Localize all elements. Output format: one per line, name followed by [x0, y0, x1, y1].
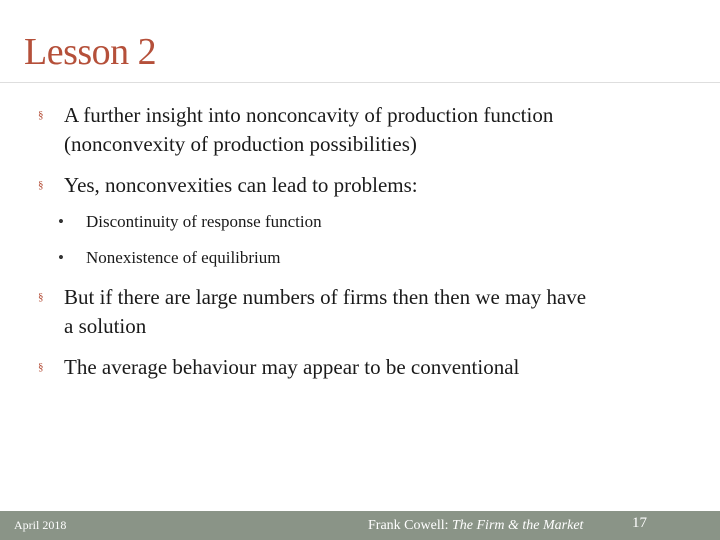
bullet-item — [38, 283, 678, 341]
sub-bullet-text: Discontinuity of response function — [86, 212, 322, 231]
title-divider — [0, 82, 720, 83]
sub-bullet-item — [58, 246, 658, 270]
footer-bar — [0, 511, 720, 540]
bullet-marker: § — [38, 291, 44, 303]
bullet-text-continued: a solution — [64, 314, 147, 338]
sub-bullet-marker: • — [58, 212, 64, 231]
bullet-marker: § — [38, 179, 44, 191]
bullet-text: A further insight into nonconcavity of production function — [64, 103, 554, 127]
sub-bullet-item — [58, 210, 658, 234]
bullet-item — [38, 353, 678, 382]
slide-title: Lesson 2 — [24, 31, 157, 73]
bullet-item — [38, 171, 678, 200]
footer-date: April 2018 — [14, 518, 67, 532]
bullet-text: Yes, nonconvexities can lead to problems: — [64, 173, 418, 197]
sub-bullet-text: Nonexistence of equilibrium — [86, 248, 281, 267]
footer-book-title: The Firm & the Market — [452, 518, 584, 533]
bullet-text: The average behaviour may appear to be conventional — [64, 355, 520, 379]
bullet-marker: § — [38, 109, 44, 121]
bullet-item — [38, 101, 678, 159]
sub-bullet-marker: • — [58, 248, 64, 267]
footer-attribution — [368, 518, 583, 534]
footer-author: Frank Cowell: — [368, 518, 452, 533]
bullet-text-continued: (nonconvexity of production possibilities) — [64, 132, 417, 156]
page-number: 17 — [632, 515, 647, 531]
bullet-marker: § — [38, 361, 44, 373]
bullet-text: But if there are large numbers of firms then then we may have — [64, 285, 587, 309]
